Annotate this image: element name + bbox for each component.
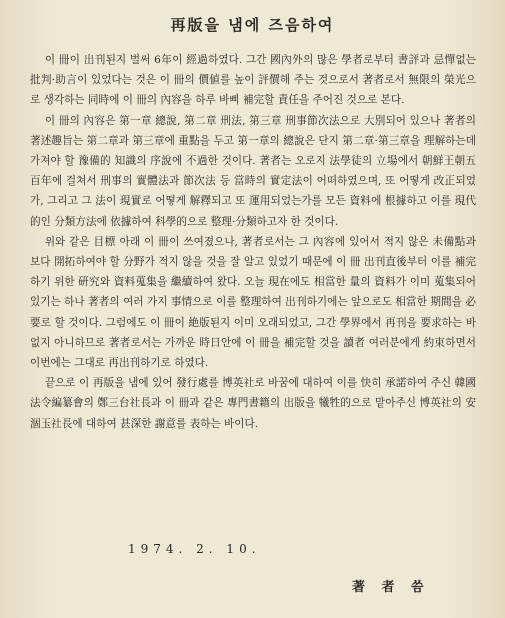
preface-body	[30, 50, 476, 434]
page-title: 再版을 냄에 즈음하여	[170, 16, 335, 34]
preface-date: 1974. 2. 10.	[128, 542, 261, 556]
paragraph-3: 위와 같은 目標 아래 이 冊이 쓰여졌으나, 著者로서는 그 內容에 있어서 적지 않은 未備點과 보다 開拓하여야 할 分野가 적지 않을 것을 잘 알고 있었기 때문에 이 冊 出刊直後부터 이를 補完하기 위한 硏究와 資料蒐集을 繼續하여 왔다. 오늘 現在에도 相當한 量의 資料가 이미 蒐集되어 있기는 하나 著者의 여러 가지 事情으로 이를 整理하여 出刊하기에는 앞으로도 相當한 期間을 必要로 할 것이다. 그럼에도 이 冊이 絶版된지 이미 오래되었고, 그간 學界에서 再刊을 要求하는 바 없지 아니하므로 著者로서는 가까운 時日안에 이 冊을 補完할 것을 讀者 여러분에게 約束하면서 이번에는 그대로 再出刊하기로 하였다.	[30, 235, 476, 370]
paragraph-1: 이 冊이 出刊된지 벌써 6年이 經過하였다. 그간 國內外의 많은 學者로부터 書評과 忌憚없는 批判·助言이 있었다는 것은 이 冊의 價値를 높이 評價해 주는 것으로서 著者로서 無限의 榮光으로 생각하는 同時에 이 冊의 內容을 하루 바삐 補完할 責任을 주어진 것으로 본다.	[30, 54, 476, 107]
author-signature: 著 者 씀	[352, 580, 430, 595]
paragraph-2: 이 冊의 內容은 第一章 總說, 第二章 刑法, 第三章 刑事節次法으로 大別되어 있으나 著者의 著述趣旨는 第二章과 第三章에 重點을 두고 第一章의 總說은 단지 第二章·第三章을 理解하는데 가져야 할 豫備的 知識의 序說에 不過한 것이다. 著者는 오로지 法學徒의 立場에서 朝鮮王朝五百年에 걸쳐서 刑事의 實體法과 節次法 등 當時의 實定法이 어떠하였으며, 또 어떻게 改正되었가, 그리고 그 法이 現實로 어떻게 解釋되고 또 運用되었는가를 모든 資料에 根據하고 이를 現代的인 分類方法에 依據하여 科學的으로 整理·分類하고자 한 것이다.	[30, 114, 476, 228]
paragraph-4: 끝으로 이 再版을 냄에 있어 發行處를 博英社로 바꿈에 대하여 이를 快히 承諾하여 주신 韓國法令編纂會의 鄭三台社長과 이 冊과 같은 專門書籍의 出版을 犧牲的으로 맡아주신 博英社의 安涸玉社長에 대하여 甚深한 謝意를 表하는 바이다.	[30, 377, 476, 430]
